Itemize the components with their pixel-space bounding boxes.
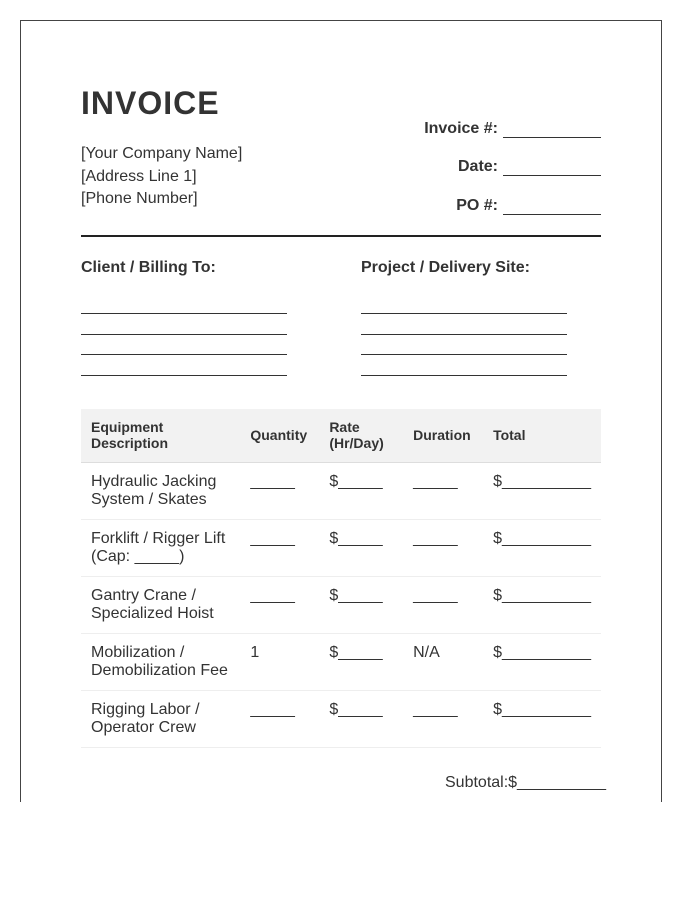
row-quantity[interactable]: _____ — [240, 576, 319, 633]
date-row — [424, 138, 601, 177]
row-quantity[interactable]: 1 — [240, 633, 319, 690]
company-address: [Address Line 1] — [81, 167, 197, 185]
po-label: PO #: — [456, 196, 498, 214]
project-site-label: Project / Delivery Site: — [361, 259, 530, 276]
row-rate[interactable]: $_____ — [319, 519, 403, 576]
invoice-number-field[interactable] — [503, 122, 601, 138]
client-line-2[interactable] — [81, 335, 287, 356]
invoice-number-row — [424, 99, 601, 138]
invoice-title: INVOICE — [81, 85, 220, 121]
project-line-3[interactable] — [361, 355, 567, 376]
invoice-page — [20, 20, 662, 802]
row-total[interactable]: $__________ — [483, 519, 601, 576]
project-line-2[interactable] — [361, 335, 567, 356]
row-description: Rigging Labor / Operator Crew — [81, 690, 240, 747]
table-row — [81, 633, 601, 690]
client-line-1[interactable] — [81, 314, 287, 335]
client-billing-fields[interactable] — [81, 311, 287, 376]
client-billing-label: Client / Billing To: — [81, 259, 216, 276]
invoice-number-label: Invoice #: — [424, 119, 498, 137]
row-rate[interactable]: $_____ — [319, 633, 403, 690]
table-row — [81, 519, 601, 576]
row-rate[interactable]: $_____ — [319, 690, 403, 747]
row-duration[interactable]: N/A — [403, 633, 483, 690]
company-phone: [Phone Number] — [81, 190, 198, 207]
invoice-meta — [424, 99, 601, 215]
project-line-1[interactable] — [361, 314, 567, 335]
row-total[interactable]: $__________ — [483, 576, 601, 633]
row-description: Mobilization / Demobilization Fee — [81, 633, 240, 690]
table-row — [81, 462, 601, 519]
table-row — [81, 576, 601, 633]
header-total: Total — [483, 409, 601, 462]
company-name: [Your Company Name] — [81, 145, 243, 162]
header-divider — [81, 235, 601, 237]
table-header-row — [81, 409, 601, 462]
row-description: Forklift / Rigger Lift (Cap: _____) — [81, 519, 240, 576]
row-duration[interactable]: _____ — [403, 462, 483, 519]
row-duration[interactable]: _____ — [403, 519, 483, 576]
row-duration[interactable]: _____ — [403, 690, 483, 747]
row-quantity[interactable]: _____ — [240, 462, 319, 519]
header-quantity: Quantity — [240, 409, 319, 462]
row-description: Hydraulic Jacking System / Skates — [81, 462, 240, 519]
header-description: Equipment Description — [81, 409, 240, 462]
row-rate[interactable]: $_____ — [319, 462, 403, 519]
row-description: Gantry Crane / Specialized Hoist — [81, 576, 240, 633]
subtotal[interactable]: Subtotal:$__________ — [445, 774, 607, 791]
project-site-fields[interactable] — [361, 311, 567, 376]
header-duration: Duration — [403, 409, 483, 462]
row-total[interactable]: $__________ — [483, 462, 601, 519]
row-quantity[interactable]: _____ — [240, 690, 319, 747]
po-row — [424, 176, 601, 215]
date-field[interactable] — [503, 160, 601, 176]
date-label: Date: — [457, 158, 498, 175]
row-quantity[interactable]: _____ — [240, 519, 319, 576]
row-rate[interactable]: $_____ — [319, 576, 403, 633]
row-total[interactable]: $__________ — [483, 633, 601, 690]
po-field[interactable] — [503, 199, 601, 215]
row-total[interactable]: $__________ — [483, 690, 601, 747]
equipment-table — [81, 409, 601, 748]
client-line-3[interactable] — [81, 355, 287, 376]
company-info — [81, 143, 242, 211]
header-rate: Rate (Hr/Day) — [319, 409, 403, 462]
row-duration[interactable]: _____ — [403, 576, 483, 633]
table-row — [81, 690, 601, 747]
